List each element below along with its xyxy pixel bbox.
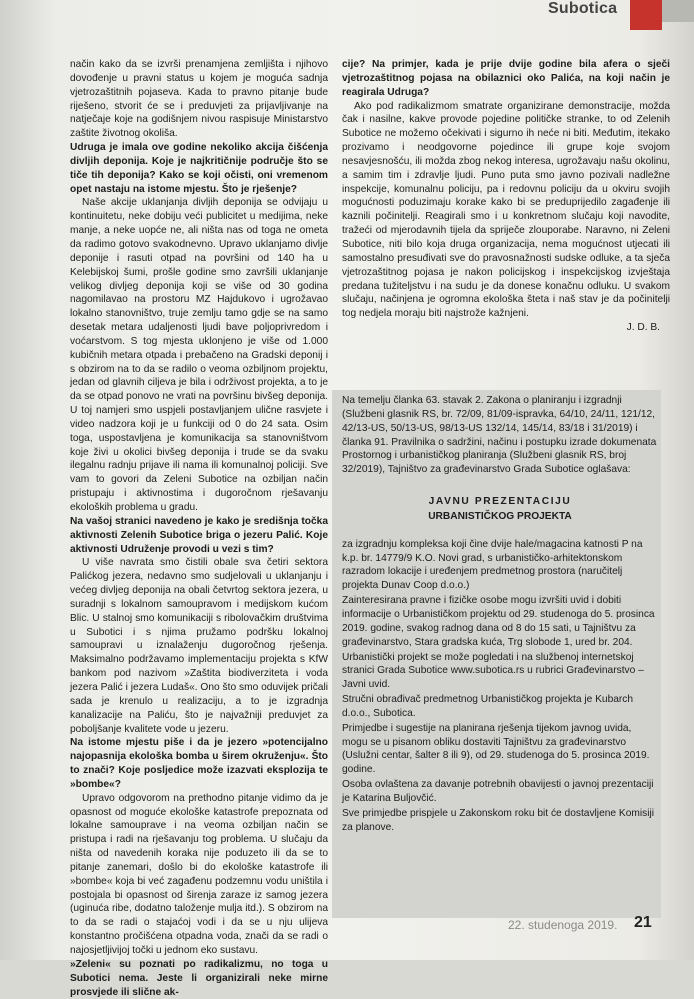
notice-paragraph: za izgradnju kompleksa koji čine dvije hale/magacina katnosti P na k.p. br. 14779/9 K.O. Novi grad, s urbanističko-arhitektonskom razradom lokacije i uređenjem predmetnog prostora (naručitelj projekta Dunav Coop d.o.o.) xyxy=(342,538,643,592)
paragraph: način kako da se izvrši prenamjena zemljišta i njihovo dovođenje u pravni status u kojem je moguća sadnja vjetrozaštitnih pojaseva. Kada to pravno pitanje bude riješeno, stvorit će se i preduvjeti za prijavljivanje na natječaje koje na godišnjem nivou raspisuje Ministarstvo zaštite životnog okoliša. xyxy=(70,59,328,140)
left-text-column xyxy=(70,58,328,999)
section-label: Subotica xyxy=(548,0,618,17)
interview-question: Na istome mjestu piše i da je jezero »potencijalno najopasnija ekološka bomba u širem okruženju«. Što to znači? Koje posljedice može izazvati eksplozija te »bombe«? xyxy=(70,737,328,790)
interview-answer: U više navrata smo čistili obale sva četiri sektora Palićkog jezera, nedavno smo sudjelovali u uklanjanju i većeg divljeg deponija na obali četvrtog sektora jezera, u suradnji s lokalnom samoupravom i medijskom kućom Blic. U stalnoj smo komunikaciji s ribolovačkim društvima u Subotici i s njima pružamo podršku lokalnoj samoupravi u iznalaženju dugoročnog rješenja. Maksimalno podržavamo implementaciju projekta s KfW bankom pod nazivom »Zaštita biodiverziteta i voda jezera Palić i jezera Ludaš«. Ono što smo oduvijek pričali sada je krenulo u realizaciju, a to je izgradnja kanalizacije na Paliću, što je najvažniji preduvjet za poboljšanje kvalitete vode u jezeru. xyxy=(70,557,328,735)
public-notice xyxy=(342,394,658,835)
interview-answer: Ako pod radikalizmom smatrate organizirane demonstracije, možda čak i nasilne, kakve provode pojedine političke stranke, to od Zelenih Subotice ne možemo očekivati i sigurno ih neće ni biti. Međutim, itekako prozivamo i neodgovorne pojedince ili grupe koje svojom nesavjesnošću, ili možda zbog nekog interesa, ugrožavaju našu okolinu, a samim tim i zdravlje ljudi. Puno puta smo javno pozivali nadležne inspekcije, komunalnu policiju, pa i redovnu policiju da u okviru svojih mogućnosti poduzimaju korake kako bi se preduprijedilo zagađenje ili kaznili počinitelji. Reagirali smo i u konkretnom slučaju koji navodite, tražeći od mjerodavnih tijela da spriječe zlouporabe. Naravno, ni Zeleni Subotice, niti bilo koja druga organizacija, nema mogućnost utjecati ili samostalno presuđivati sve do pravosnažnosti sudske odluke, a ta sječa vjetrozaštitnog pojasa je nakon policijskog i inspekcijskog izvještaja predana tužiteljstvu i na sudu je da donese konačnu odluku. U svakom slučaju, načinjena je ogromna ekološka šteta i naš stav je da počinitelji tog nedjela moraju biti najstrože kažnjeni. xyxy=(342,100,670,320)
interview-question: Udruga je imala ove godine nekoliko akcija čišćenja divljih deponija. Koje je najkritičnije područje što se tiče tih deponija? Kako se koji očisti, oni vremenom opet nastaju na istome mjestu. Što je rješenje? xyxy=(70,142,328,195)
notice-paragraph: Urbanistički projekt se može pogledati i na službenoj internetskoj stranici Grada Subotice www.subotica.rs u rubrici Građevinarstvo – Javni uvid. xyxy=(342,651,644,691)
notice-paragraph: Osoba ovlaštena za davanje potrebnih obavijesti o javnoj prezentaciji je Katarina Buljovčić. xyxy=(342,779,654,804)
notice-paragraph: Primjedbe i sugestije na planirana rješenja tijekom javnog uvida, mogu se u pisanom obliku dostaviti Tajništvu za građevinarstvo (Uslužni centar, šalter 8 ili 9), od 29. studenoga do 5. prosinca 2019. godine. xyxy=(342,722,650,776)
notice-paragraph: Zainteresirana pravne i fizičke osobe mogu izvršiti uvid i dobiti informacije o Urbanističkom projektu od 29. studenoga do 5. prosinca 2019. godine, svakog radnog dana od 8 do 15 sati, u Tajništvu za građevinarstvo, Stara gradska kuća, Trg slobode 1, ured br. 204. xyxy=(342,595,655,648)
author-signature: J. D. B. xyxy=(626,322,660,334)
notice-subtitle: URBANISTIČKOG PROJEKTA xyxy=(428,510,572,522)
notice-paragraph: Sve primjedbe prispjele u Zakonskom roku bit će dostavljene Komisiji za planove. xyxy=(342,807,654,833)
issue-date: 22. studenoga 2019. xyxy=(508,918,618,932)
notice-title: JAVNU PREZENTACIJU xyxy=(428,496,572,508)
interview-answer: Upravo odgovorom na prethodno pitanje vidimo da je opasnost od moguće ekološke katastrofe prepoznata od lokalne samouprave i na veoma ozbiljan način se pristupa i radi na rješavanju tog problema. U slučaju da ništa od navedenih koraka nije poduzeto ili da se to pitanje zanemari, došlo bi do ekološke katastrofe ili »bombe« koja bi već zagađenu podzemnu vodu uništila i postojala bi opasnost od širenja zaraze iz samog jezera (uginuća ribe, dodatno taloženje mulja itd.). S obzirom na to da se radi o stajaćoj vodi i da se u nju uliјeva konstantno pročišćena otpadna voda, znači da se radi o najosjetljivijoj točki u jednom eko sustavu. xyxy=(70,792,328,956)
interview-question: cije? Na primjer, kada je prije dvije godine bila afera o sječi vjetrozaštitnog pojasa na obilaznici oko Palića, na koji način je reagirala Udruga? xyxy=(342,59,670,98)
right-text-column xyxy=(342,58,670,335)
page-number: 21 xyxy=(634,914,652,931)
interview-question: Na vašoj stranici navedeno je kako je središnja točka aktivnosti Zelenih Subotice briga o jezeru Palić. Koje aktivnosti Udruženje provodi u vezi s tim? xyxy=(70,515,328,555)
interview-answer: Naše akcije uklanjanja divljih deponija se odvijaju u kontinuitetu, neke dobiju veći publicitet u medijima, neke manje, a neke uopće ne, ali ništa nas od toga ne ometa da radimo gotovo svakodnevno. Upravo uklanjamo divlje deponije i rasuti otpad na površini od 140 ha u Kelebijskoj šumi, prošle godine smo završili uklanjanje velikog divljeg deponija koji se više od 30 godina nagomilavao na prostoru MZ Hajdukovo i ugrožavao lokalno stanovništvo, truje zemlju tamo gdje se na samo desetak metara udaljenosti ljudi bave poljoprivredom i voćarstvom. S tog mjesta uklonjeno je više od 1.000 kubičnih metara otpada i prebačeno na Gradski deponij i s obzirom na to da se radilo o veoma ozbiljnom projektu, jedan od glavnih ciljeva je bila i održivost projekta, a to je da se otpad ponovo ne vrati na površinu bivšeg deponija. U toj namjeri smo uspjeli postavljanjem ulične rasvjete i video nadzora koji je u funkciji od 0 do 24 sata. Osim toga, uspostavljena je komunikacija sa stanovništvom koje živi u okolici bivšeg deponija i trude se da svaku ilegalnu radnju prijave ili nama ili komunalnoj policiji. Sve vam to govori da Zeleni Subotice na ozbiljan način pristupaju i aktivnostima i dugoročnom rješavanju ekoloških problema u gradu. xyxy=(70,197,328,513)
interview-question: »Zeleni« su poznati po radikalizmu, no toga u Subotici nema. Jeste li organizirali neke mirne prosvjede ili slične ak- xyxy=(70,958,328,998)
section-mark-shadow xyxy=(662,0,694,22)
notice-paragraph: Stručni obrađivač predmetnog Urbanističkog projekta je Kubarch d.o.o., Subotica. xyxy=(342,694,634,719)
notice-intro: Na temelju članka 63. stavak 2. Zakona o planiranju i izgradnji (Službeni glasnik RS, br. 72/09, 81/09-ispravka, 64/10, 24/11, 121/12, 42/13-US, 50/13-US, 98/13-US 132/14, 145/14, 83/18 i 31/2019) i članka 91. Pravilnika o sadržini, načinu i postupku izrade dokumenata Prostornog i urbanističkog planiranja (Službeni glasnik RS, broj 32/2019), Tajništvo za građevinarstvo Grada Subotice oglašava: xyxy=(342,395,657,476)
section-color-mark xyxy=(630,0,662,30)
